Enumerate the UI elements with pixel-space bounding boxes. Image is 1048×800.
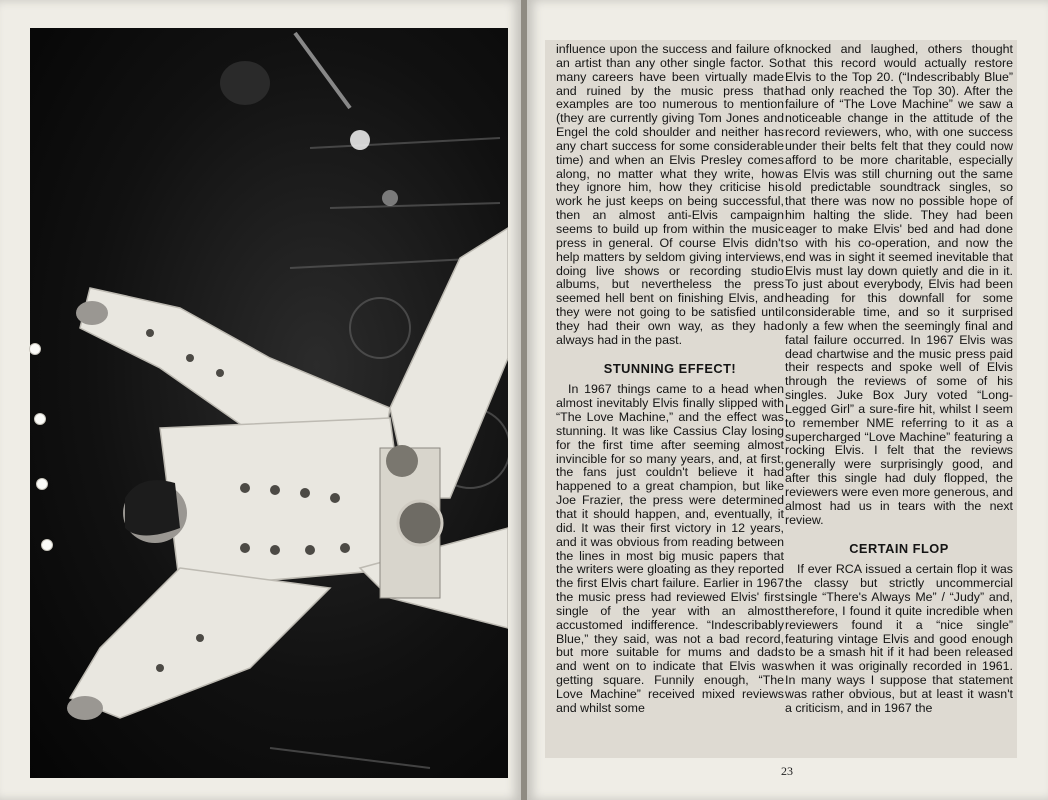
left-page <box>0 0 521 800</box>
binder-hole <box>36 478 48 490</box>
section-heading: STUNNING EFFECT! <box>603 360 737 376</box>
binder-hole <box>34 413 46 425</box>
section-heading: CERTAIN FLOP <box>849 540 949 556</box>
article-column-2 <box>785 43 1013 716</box>
photo-illustration <box>30 28 508 778</box>
paragraph: If ever RCA issued a certain flop it was the classy but strictly uncommercial single “There's Always Me” / “Judy” and, therefore, I found it quite incredible when reviewers found it a “nice single” featuring vintage Elvis and good enough to be a smash hit if it had been released when it was originally recorded in 1961. In many ways I suppose that statement was rather obvious, but at least it wasn't a criticism, and in 1967 the <box>785 562 1013 715</box>
binder-hole <box>41 539 53 551</box>
paragraph: knocked and laughed, others thought that this record would actually restore Elvis to the Top 20. (“Indescribably Blue” had only reached the Top 30). After the failure of “The Love Machine” we saw a noticeable change in the attitude of the record reviewers, who, with one success under their belts felt that they could now afford to be more charitable, especially as Elvis was still churning out the same old predictable soundtrack singles, so that there was now no possible hope of him halting the slide. They had been eager to make Elvis' bed and had done so with his co-operation, and now the end was in sight it seemed inevitable that Elvis must lay down quietly and die in it. To just about everybody, Elvis had been heading for this downfall for some considerable time, and so it surprised only a few when the seemingly final and fatal failure occurred. In 1967 Elvis was dead chartwise and the music press paid their respects and spoke well of Elvis through the reviews of some of his singles. Juke Box Jury voted “Long-Legged Girl” a sure-fire hit, whilst I seem to remember NME referring to it as a supercharged “Love Machine” featuring a rocking Elvis. I felt that the reviews generally were surprisingly good, and after this single had duly flopped, the reviewers were even more generous, and almost had us in tears with the next review. <box>785 42 1013 527</box>
binder-hole <box>29 343 41 355</box>
paragraph: influence upon the success and failure of an artist than any other single factor. So many careers have been virtually made and ruined by the music press that examples are too numerous to mention (they are currently giving Tom Jones and Engel the cold shoulder and neither has any chart success for some considerable time) and when an Elvis Presley comes along, no matter what they write, how they ignore him, how they criticise his work he just keeps on being successful, then an almost anti-Elvis campaign seems to build up from within the music press in general. Of course Elvis didn't help matters by seldom giving interviews, doing live shows or recording studio albums, but nevertheless the press seemed hell bent on finishing Elvis, and they were not going to be satisfied until they had their own way, as they had always had in the past. <box>556 42 784 347</box>
paragraph: In 1967 things came to a head when almost inevitably Elvis finally slipped with “The Love Machine,” and the effect was stunning. It was like Cassius Clay losing for the first time after seeming almost invincible for so many years, and, at first, the fans just couldn't believe it had happened to a great champion, but like Joe Frazier, the press were determined that it should happen, and, eventually, it did. It was their first victory in 12 years, and it was obvious from reading between the lines in most big music papers that the writers were gloating as they reported the first Elvis chart failure. Earlier in 1967 the music press had reviewed Elvis' first single of the year with an almost accustomed indifference. “Indescribably Blue,” they said, was not a bad record, but more suitable for mums and dads and went on to indicate that Elvis was getting square. Funnily enough, “The Love Machine” received mixed reviews and whilst some <box>556 382 784 715</box>
page-number: 23 <box>781 764 793 778</box>
article-column-1 <box>556 43 784 716</box>
elvis-concert-photo <box>30 28 508 778</box>
